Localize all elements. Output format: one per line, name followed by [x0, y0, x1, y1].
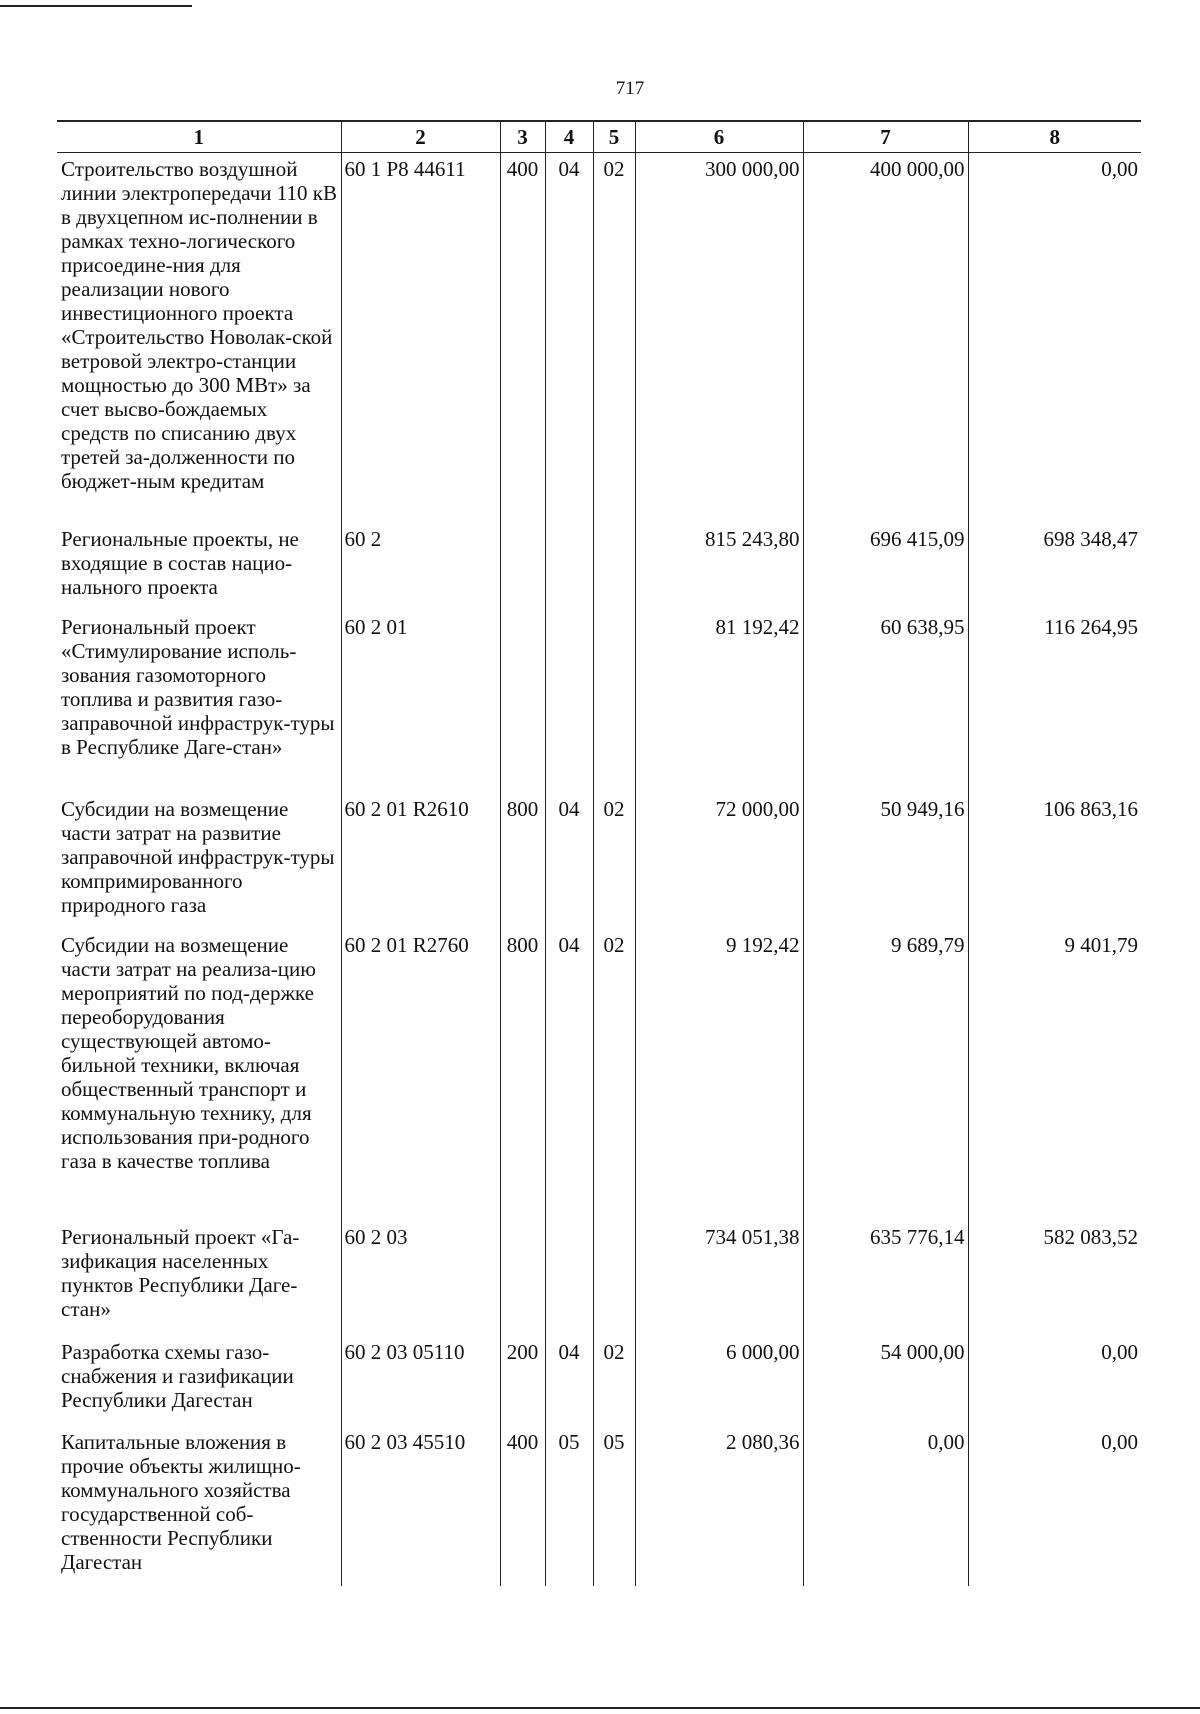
item-name: Строительство воздушной линии электропередачи 110 кВ в двухцепном ис-полнении в рамках техно-логического присоедине-ния для реализации нового инвестиционного проекта «Строительство Новолак-ской ветровой электро-станции мощностью до 300 МВт» за счет высво-бождаемых средств по списанию двух третей за-долженности по бюджет-ным кредитам	[61, 157, 337, 493]
item-code: 60 2 03	[341, 1221, 500, 1336]
item-code: 60 2 01 R2610	[341, 793, 500, 929]
amount-col-7: 696 415,09	[803, 523, 968, 611]
item-name: Региональные проекты, не входящие в состав нацио-нального проекта	[61, 526, 299, 599]
item-name: Субсидии на возмещение части затрат на развитие заправочной инфраструк-туры компримированного природного газа	[61, 796, 335, 917]
item-code: 60 2 03 05110	[341, 1336, 500, 1426]
amount-col-6: 72 000,00	[635, 793, 803, 929]
col-5-value	[593, 523, 635, 611]
col-3-value: 400	[500, 1426, 545, 1586]
column-header: 1	[57, 121, 341, 153]
col-5-value: 05	[593, 1426, 635, 1586]
table-row	[57, 523, 1141, 611]
col-3-value: 800	[500, 793, 545, 929]
amount-col-6: 81 192,42	[635, 611, 803, 793]
col-4-value	[545, 611, 593, 793]
amount-col-7: 54 000,00	[803, 1336, 968, 1426]
amount-col-8: 0,00	[968, 1426, 1141, 1586]
amount-col-7: 400 000,00	[803, 153, 968, 523]
amount-col-7: 60 638,95	[803, 611, 968, 793]
amount-col-8: 0,00	[968, 153, 1141, 523]
amount-col-7: 0,00	[803, 1426, 968, 1586]
item-name: Капитальные вложения в прочие объекты жилищно-коммунального хозяйства государственной соб-ственности Республики Дагестан	[61, 1429, 301, 1574]
amount-col-8: 9 401,79	[968, 929, 1141, 1221]
item-code: 60 2 01 R2760	[341, 929, 500, 1221]
column-header: 6	[635, 121, 803, 153]
table-row	[57, 1221, 1141, 1336]
col-4-value	[545, 523, 593, 611]
amount-col-6: 300 000,00	[635, 153, 803, 523]
col-5-value: 02	[593, 929, 635, 1221]
col-4-value: 05	[545, 1426, 593, 1586]
item-name: Субсидии на возмещение части затрат на реализа-цию мероприятий по под-держке переоборудования существующей автомо-бильной техники, включая общественный транспорт и коммунальную технику, для использования при-родного газа в качестве топлива	[61, 932, 316, 1173]
col-4-value: 04	[545, 153, 593, 523]
amount-col-7: 635 776,14	[803, 1221, 968, 1336]
col-4-value: 04	[545, 1336, 593, 1426]
table-row	[57, 793, 1141, 929]
page-number: 717	[615, 78, 645, 99]
col-3-value	[500, 611, 545, 793]
item-name: Региональный проект «Га-зификация населенных пунктов Республики Даге-стан»	[61, 1224, 300, 1321]
amount-col-8: 582 083,52	[968, 1221, 1141, 1336]
amount-col-8: 116 264,95	[968, 611, 1141, 793]
col-3-value	[500, 1221, 545, 1336]
col-5-value	[593, 611, 635, 793]
budget-table	[57, 120, 1141, 1586]
col-5-value: 02	[593, 1336, 635, 1426]
table-row	[57, 929, 1141, 1221]
col-5-value: 02	[593, 793, 635, 929]
amount-col-8: 698 348,47	[968, 523, 1141, 611]
amount-col-8: 106 863,16	[968, 793, 1141, 929]
column-header: 8	[968, 121, 1141, 153]
item-code: 60 1 P8 44611	[341, 153, 500, 523]
col-5-value	[593, 1221, 635, 1336]
item-name: Разработка схемы газо-снабжения и газификации Республики Дагестан	[61, 1339, 294, 1412]
amount-col-7: 50 949,16	[803, 793, 968, 929]
col-3-value: 200	[500, 1336, 545, 1426]
table-row	[57, 1336, 1141, 1426]
item-name: Региональный проект «Стимулирование исполь-зования газомоторного топлива и развития газо-заправочной инфраструк-туры в Республике Даге-стан»	[61, 614, 335, 759]
amount-col-8: 0,00	[968, 1336, 1141, 1426]
col-3-value: 800	[500, 929, 545, 1221]
amount-col-6: 2 080,36	[635, 1426, 803, 1586]
column-header: 7	[803, 121, 968, 153]
bottom-rule	[0, 1707, 1200, 1709]
top-rule	[0, 5, 192, 7]
table-row	[57, 1426, 1141, 1586]
column-header: 2	[341, 121, 500, 153]
item-code: 60 2 01	[341, 611, 500, 793]
col-3-value: 400	[500, 153, 545, 523]
col-4-value: 04	[545, 929, 593, 1221]
item-code: 60 2 03 45510	[341, 1426, 500, 1586]
header-row	[57, 121, 1141, 153]
amount-col-7: 9 689,79	[803, 929, 968, 1221]
col-3-value	[500, 523, 545, 611]
col-5-value: 02	[593, 153, 635, 523]
item-code: 60 2	[341, 523, 500, 611]
column-header: 3	[500, 121, 545, 153]
amount-col-6: 734 051,38	[635, 1221, 803, 1336]
table-row	[57, 153, 1141, 523]
amount-col-6: 815 243,80	[635, 523, 803, 611]
amount-col-6: 9 192,42	[635, 929, 803, 1221]
col-4-value	[545, 1221, 593, 1336]
column-header: 5	[593, 121, 635, 153]
amount-col-6: 6 000,00	[635, 1336, 803, 1426]
column-header: 4	[545, 121, 593, 153]
table-row	[57, 611, 1141, 793]
col-4-value: 04	[545, 793, 593, 929]
